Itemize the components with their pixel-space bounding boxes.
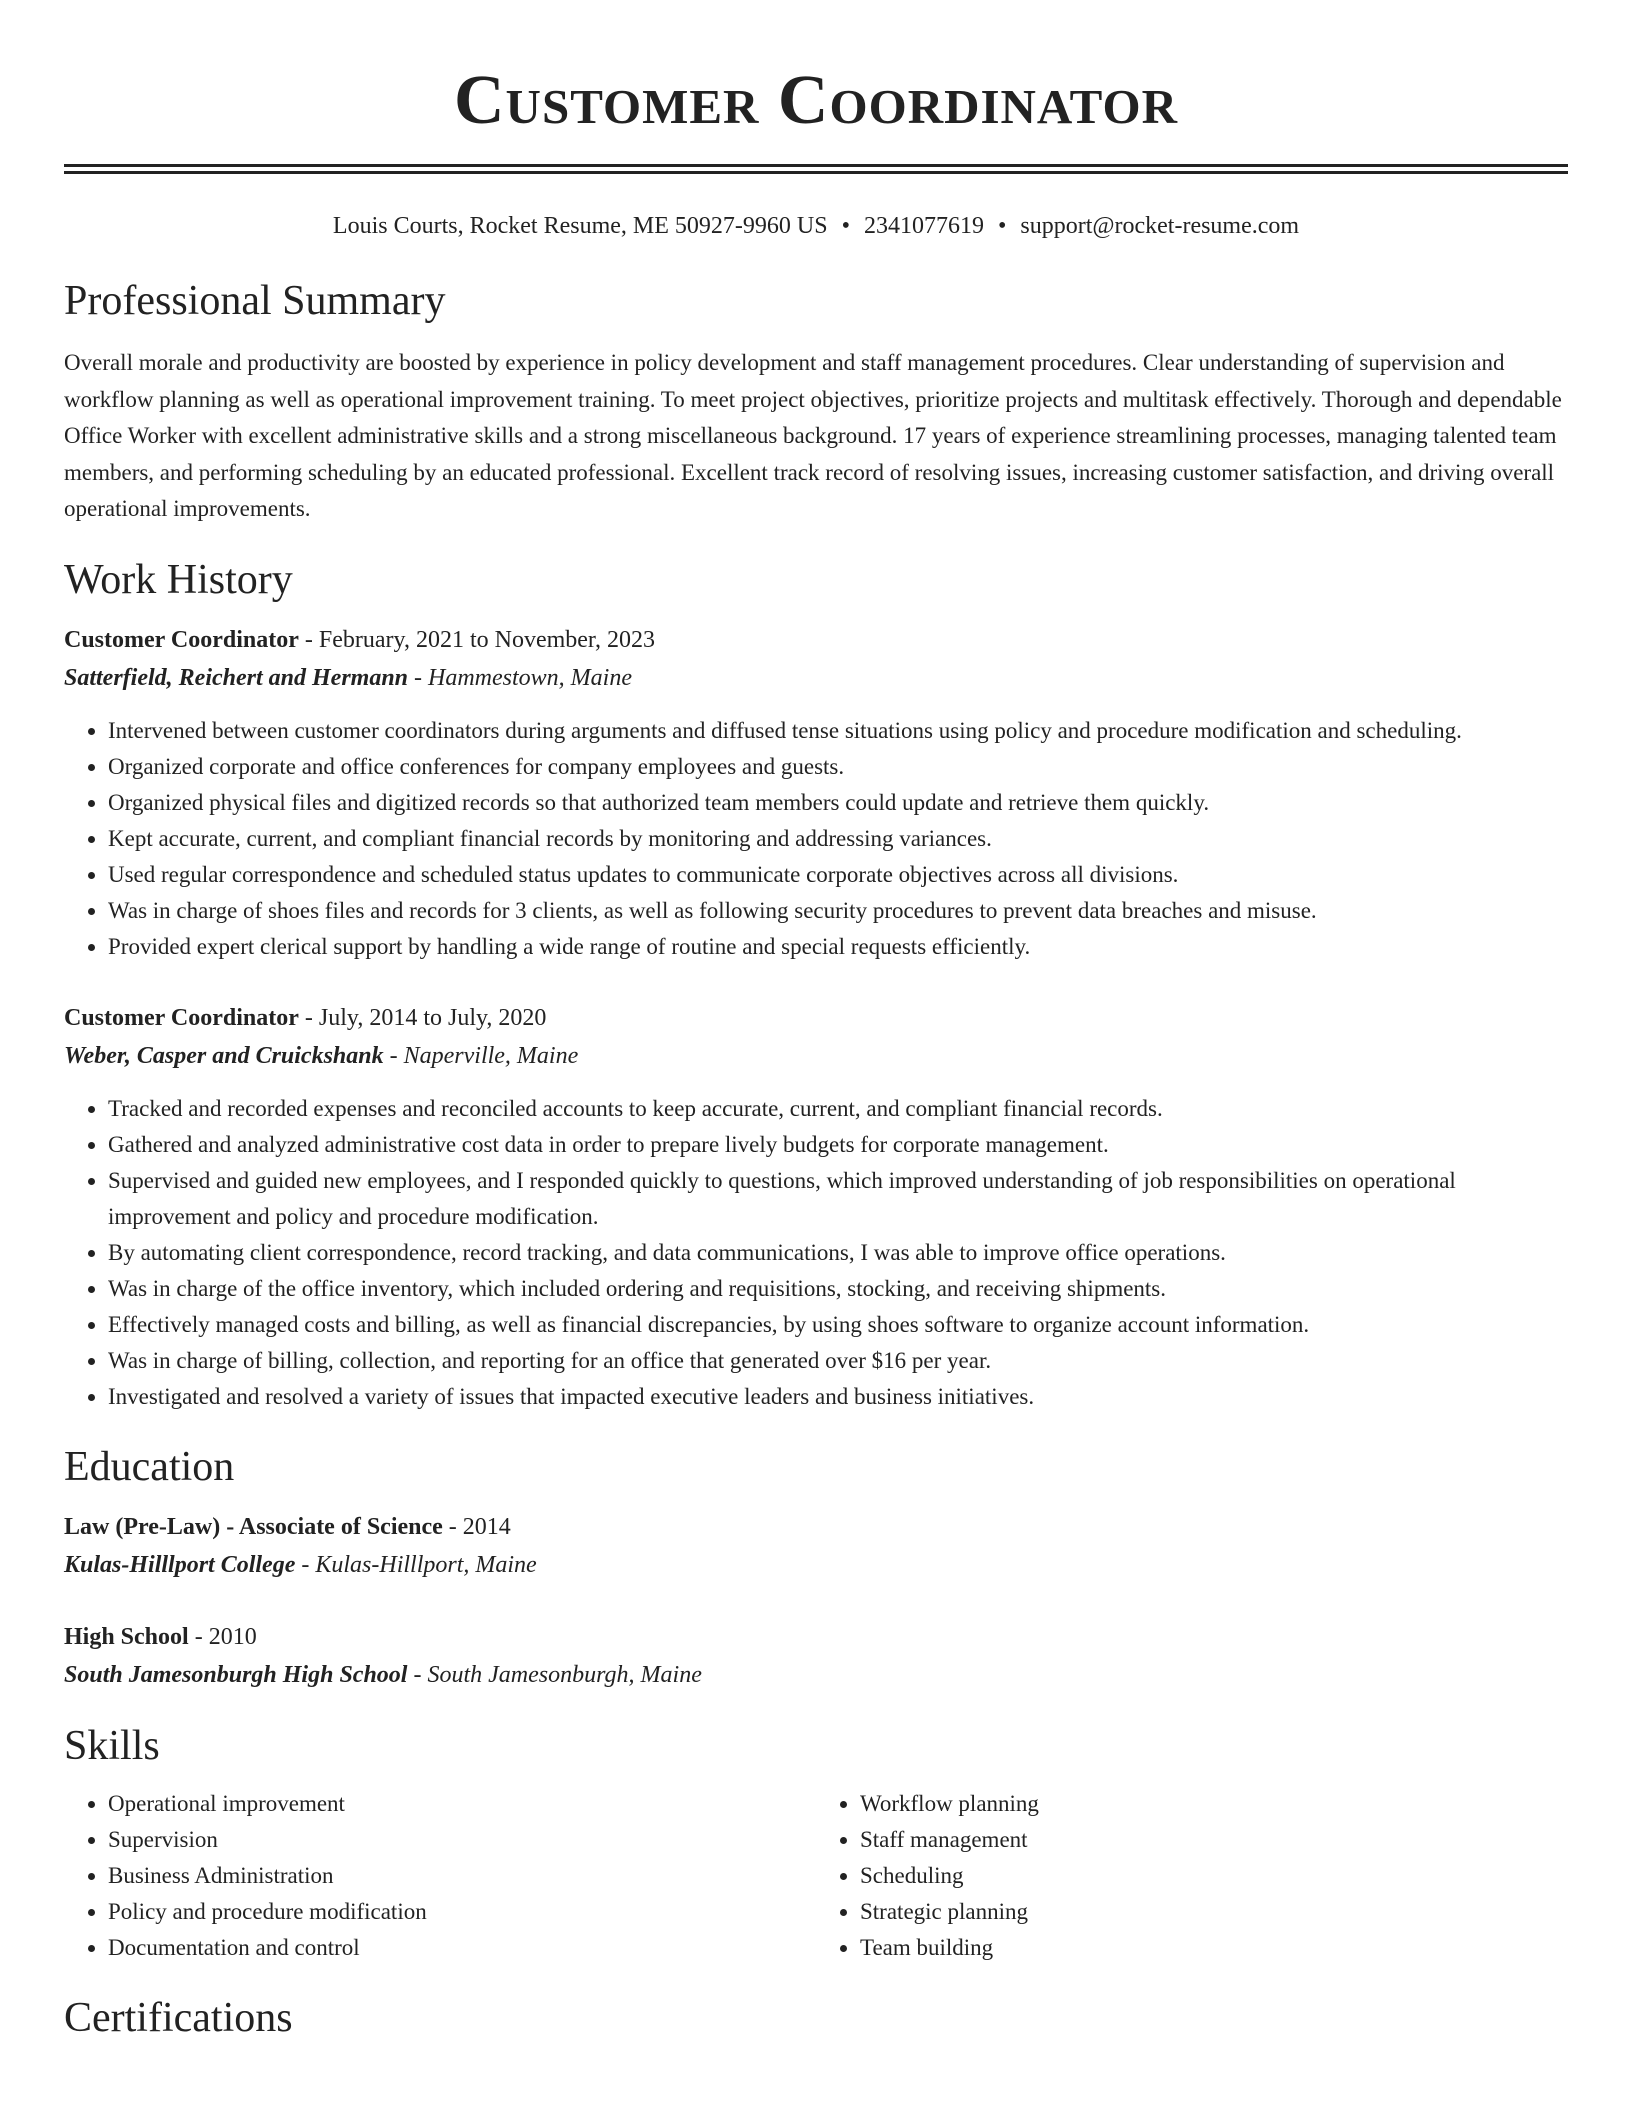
skill-item: • Workflow planning: [860, 1786, 1568, 1822]
education-year: - 2010: [188, 1623, 257, 1650]
skill-item: • Documentation and control: [108, 1930, 816, 1966]
list-item: • Was in charge of the office inventory, which included ordering and requisitions, stocking, and receiving shipments.: [108, 1271, 1568, 1307]
job-title: Customer Coordinator: [64, 626, 299, 653]
education-school: Kulas-Hilllport College: [64, 1551, 296, 1578]
resume-title: Customer Coordinator: [454, 62, 1178, 139]
skill-item: • Business Administration: [108, 1858, 816, 1894]
job-dates: - February, 2021 to November, 2023: [298, 626, 655, 653]
section-heading-skills: Skills: [64, 1722, 160, 1769]
skill-item: • Operational improvement: [108, 1786, 816, 1822]
skill-item: • Supervision: [108, 1822, 816, 1858]
list-item: • Investigated and resolved a variety of issues that impacted executive leaders and business initiatives.: [108, 1379, 1568, 1415]
list-item: • Was in charge of shoes files and records for 3 clients, as well as following security procedures to prevent data breaches and misuse.: [108, 893, 1568, 929]
list-item: • Provided expert clerical support by handling a wide range of routine and special requests efficiently.: [108, 929, 1568, 965]
job-location: - Hammestown, Maine: [408, 664, 632, 691]
education-entry: [64, 1618, 1568, 1694]
section-heading-education: Education: [64, 1443, 235, 1490]
job-company: Satterfield, Reichert and Hermann: [64, 664, 409, 691]
list-item: • Kept accurate, current, and compliant financial records by monitoring and addressing variances.: [108, 821, 1568, 857]
education-degree: Law (Pre-Law) - Associate of Science: [64, 1513, 443, 1540]
contact-address: Louis Courts, Rocket Resume, ME 50927-9960 US: [332, 213, 828, 239]
skill-item: • Scheduling: [860, 1858, 1568, 1894]
job-title: Customer Coordinator: [64, 1004, 299, 1031]
section-heading-summary: Professional Summary: [64, 278, 446, 324]
skill-item: • Staff management: [860, 1822, 1568, 1858]
summary-text: Overall morale and productivity are boosted by experience in policy development and staff management procedures. Clear understanding of supervision and workflow planning as well as operational improvement training. To meet project objectives, prioritize projects and multitask effectively. Thorough and dependable Office Worker with excellent administrative skills and a strong miscellaneous background. 17 years of experience streamlining processes, managing talented team members, and performing scheduling by an educated professional. Excellent track record of resolving issues, increasing customer satisfaction, and driving overall operational improvements.: [64, 350, 1562, 521]
skills-list: [64, 1786, 1568, 1966]
list-item: • Tracked and recorded expenses and reconciled accounts to keep accurate, current, and compliant financial records.: [108, 1091, 1568, 1127]
job-entry: [64, 999, 1568, 1415]
job-bullets: [64, 713, 1568, 965]
list-item: • Supervised and guided new employees, and I responded quickly to questions, which improved understanding of job responsibilities on operational improvement and policy and procedure modification.: [108, 1163, 1568, 1235]
education-location: - Kulas-Hilllport, Maine: [295, 1551, 537, 1578]
education-year: - 2014: [442, 1513, 511, 1540]
job-company: Weber, Casper and Cruickshank: [64, 1042, 384, 1069]
list-item: • Effectively managed costs and billing, as well as financial discrepancies, by using shoes software to organize account information.: [108, 1307, 1568, 1343]
job-location: - Naperville, Maine: [383, 1042, 579, 1069]
list-item: • Intervened between customer coordinators during arguments and diffused tense situations using policy and procedure modification and scheduling.: [108, 713, 1568, 749]
list-item: • By automating client correspondence, record tracking, and data communications, I was able to improve office operations.: [108, 1235, 1568, 1271]
list-item: • Gathered and analyzed administrative cost data in order to prepare lively budgets for corporate management.: [108, 1127, 1568, 1163]
list-item: • Organized corporate and office conferences for company employees and guests.: [108, 749, 1568, 785]
contact-phone: 2341077619: [863, 213, 984, 239]
skill-item: • Strategic planning: [860, 1894, 1568, 1930]
contact-separator: •: [997, 213, 1007, 239]
education-degree: High School: [64, 1623, 189, 1650]
list-item: • Was in charge of billing, collection, and reporting for an office that generated over $16 per year.: [108, 1343, 1568, 1379]
list-item: • Used regular correspondence and scheduled status updates to communicate corporate objectives across all divisions.: [108, 857, 1568, 893]
education-school: South Jamesonburgh High School: [64, 1661, 408, 1688]
job-dates: - July, 2014 to July, 2020: [298, 1004, 547, 1031]
skill-item: • Policy and procedure modification: [108, 1894, 816, 1930]
job-entry: [64, 621, 1568, 965]
skills-column-right: [816, 1786, 1568, 1966]
title-double-rule: [64, 164, 1568, 174]
contact-line: [64, 210, 1568, 242]
contact-separator: •: [841, 213, 850, 239]
skill-item: • Team building: [860, 1930, 1568, 1966]
skills-column-left: [64, 1786, 816, 1966]
contact-email: support@rocket-resume.com: [1020, 213, 1300, 239]
job-bullets: [64, 1091, 1568, 1415]
section-heading-certifications: Certifications: [64, 1994, 293, 2041]
section-heading-work-history: Work History: [64, 556, 293, 603]
education-location: - South Jamesonburgh, Maine: [407, 1661, 702, 1688]
list-item: • Organized physical files and digitized records so that authorized team members could update and retrieve them quickly.: [108, 785, 1568, 821]
education-entry: [64, 1508, 1568, 1584]
